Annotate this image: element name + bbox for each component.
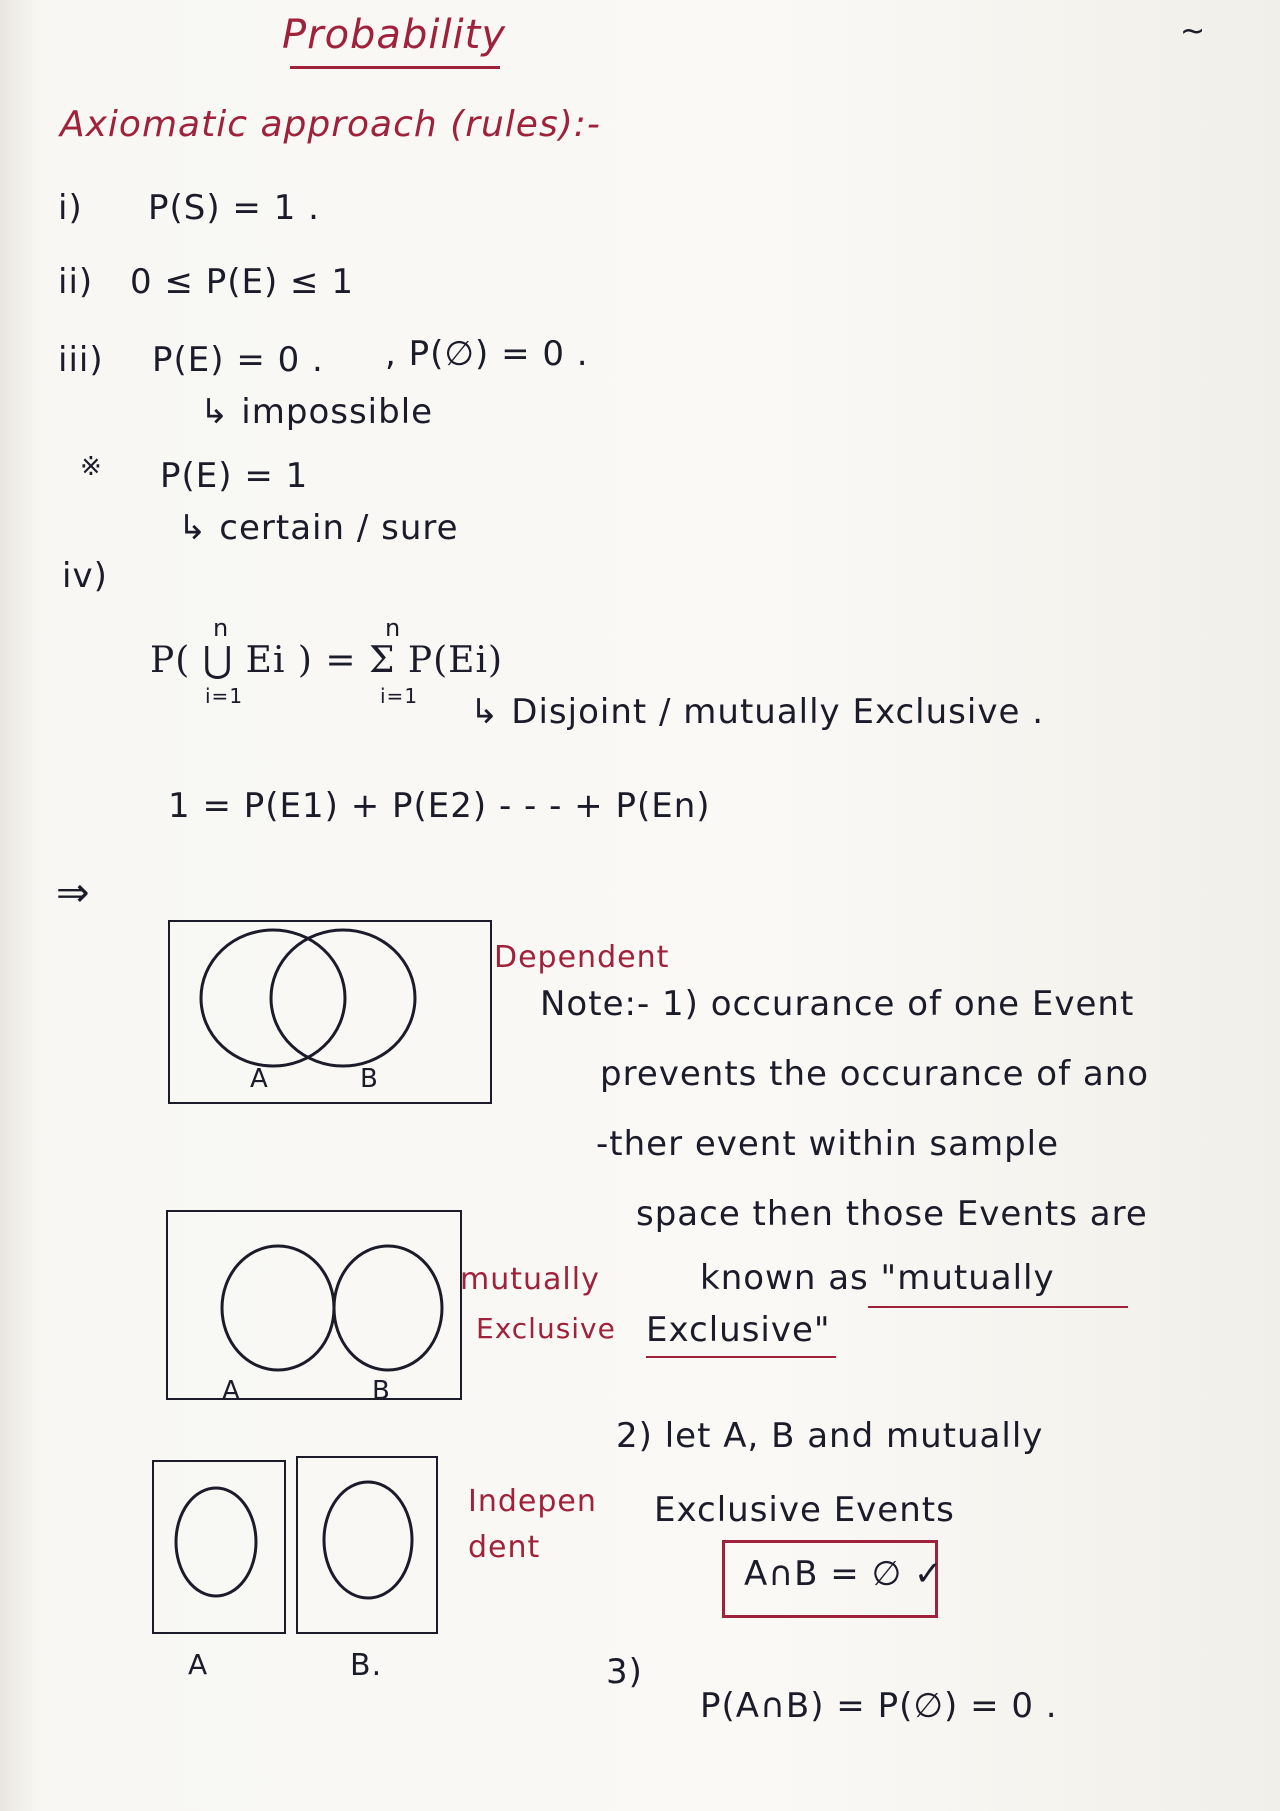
scribble-mark: ※ [80, 452, 103, 482]
rule-3a: P(E) = 0 . [152, 340, 324, 380]
circle-a [201, 930, 345, 1066]
diagram1-label-a: A [250, 1064, 269, 1094]
mutually-underline [868, 1306, 1128, 1308]
sum-upper-limit: n [385, 614, 402, 642]
rule-4-note: ↳ Disjoint / mutually Exclusive . [470, 692, 1044, 732]
rule-3c-note: ↳ certain / sure [178, 508, 459, 548]
rule-2-number: ii) [58, 262, 94, 302]
circle-b [324, 1482, 412, 1598]
circle-b [271, 930, 415, 1066]
circle-a [222, 1246, 334, 1370]
diagram2-side-label-1: mutually [460, 1262, 600, 1297]
circle-b [334, 1246, 442, 1370]
rule-3-note: ↳ impossible [200, 392, 434, 432]
rule-1: P(S) = 1 . [148, 188, 320, 228]
diagram2-side-label-2: Exclusive [476, 1312, 616, 1345]
diagram1-label-b: B [360, 1064, 379, 1094]
union-upper-limit: n [213, 614, 230, 642]
note-number-3: 3) [606, 1652, 643, 1692]
note-line-3: -ther event within sample [596, 1124, 1060, 1164]
union-lower-limit: i=1 [205, 684, 244, 708]
rule-4-formula: P( ⋃ Ei ) = Σ P(Ei) [150, 640, 504, 681]
note-line-5: known as "mutually [700, 1258, 1055, 1298]
note-line-9: P(A∩B) = P(∅) = 0 . [700, 1686, 1058, 1726]
note-line-4: space then those Events are [636, 1194, 1148, 1234]
title-underline [290, 66, 500, 69]
rule-1-number: i) [58, 188, 83, 228]
rule-4-number: iv) [62, 556, 108, 596]
diagram2-label-b: B [372, 1376, 391, 1406]
rule-3-number: iii) [58, 340, 104, 380]
sum-lower-limit: i=1 [380, 684, 419, 708]
diagram3-side-label-1: Indepen [468, 1484, 597, 1519]
circle-a [176, 1488, 256, 1596]
rule-3c: P(E) = 1 [160, 456, 309, 496]
exclusive-underline [646, 1356, 836, 1358]
note-line-2: prevents the occurance of ano [600, 1054, 1150, 1094]
diagram3-label-b: B. [350, 1648, 383, 1683]
diagram2-label-a: A [222, 1376, 241, 1406]
note-line-7: 2) let A, B and mutually [616, 1416, 1044, 1456]
note-line-1: Note:- 1) occurance of one Event [540, 984, 1135, 1024]
note-line-6: Exclusive" [646, 1310, 831, 1350]
page-title: Probability [282, 12, 507, 58]
venn-exclusive-circles [166, 1210, 458, 1396]
disjoint-result: A∩B = ∅ ✓ [744, 1554, 944, 1594]
arrow-icon: ⇒ [56, 870, 91, 916]
diagram3-side-label-2: dent [468, 1530, 541, 1565]
rule-4-sum: 1 = P(E1) + P(E2) - - - + P(En) [168, 786, 711, 826]
venn-dependent-circles [168, 920, 488, 1100]
note-line-8: Exclusive Events [654, 1490, 955, 1530]
diagram3-label-a: A [188, 1648, 209, 1681]
rule-3b: , P(∅) = 0 . [385, 334, 589, 374]
rule-2: 0 ≤ P(E) ≤ 1 [130, 262, 354, 302]
section-heading: Axiomatic approach (rules):- [60, 104, 601, 145]
diagram1-side-label: Dependent [494, 940, 670, 975]
corner-mark: ~ [1180, 14, 1207, 49]
independent-circles [152, 1460, 442, 1634]
